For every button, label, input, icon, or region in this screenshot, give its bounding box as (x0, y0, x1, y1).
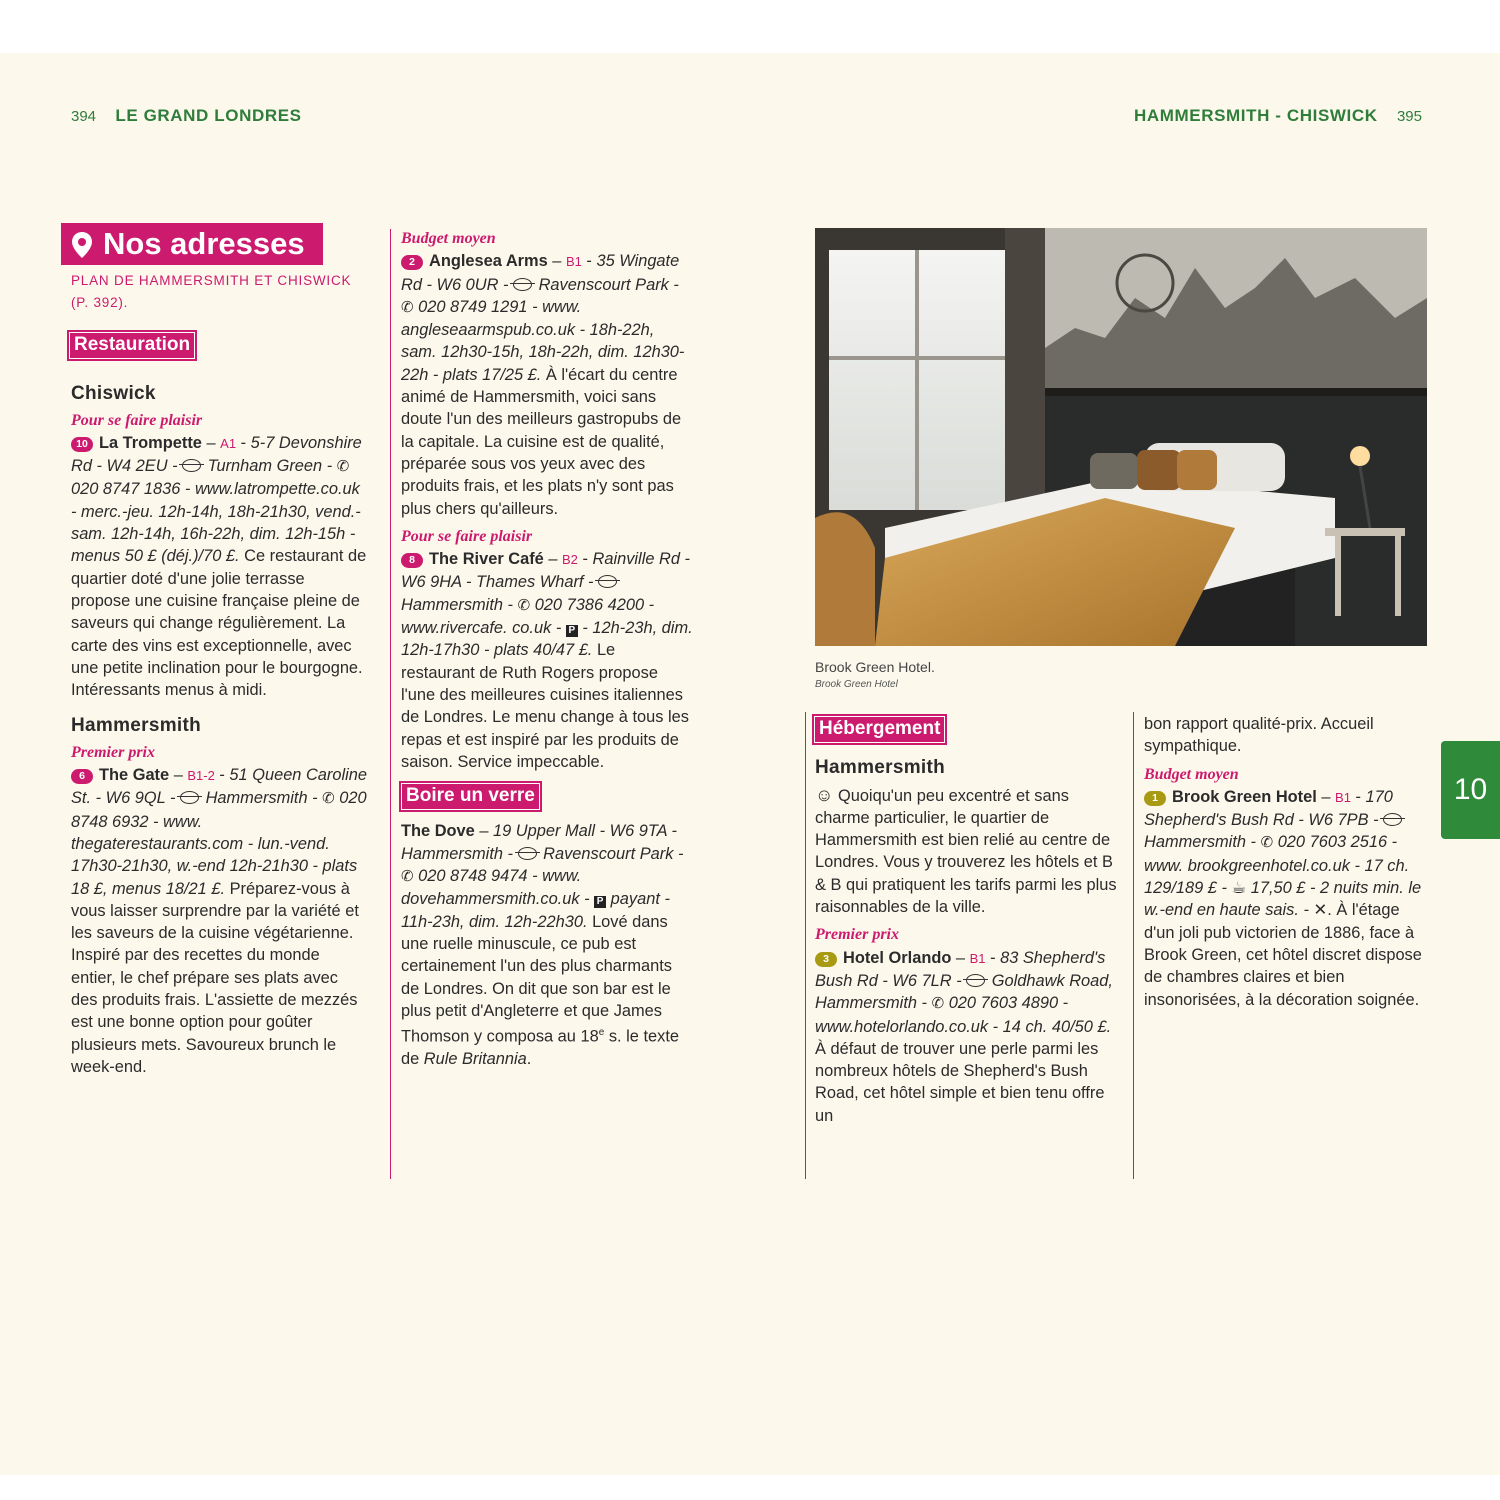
separator: - (214, 766, 230, 785)
budget-label: Pour se faire plaisir (71, 411, 203, 429)
separator: - (581, 252, 597, 271)
address: 19 Upper Mall - W6 9TA - Hammersmith - (401, 822, 678, 863)
dash: – (547, 252, 566, 271)
phone-icon: ✆ (401, 868, 414, 886)
map-pin-icon (71, 231, 93, 259)
description: Ce restaurant de quartier doté d'une jolie terrasse propose une cuisine française pleine de saveurs qui change régulièrement. La carte des vins est exceptionnelle, avec une petite inclination pour le bourgogne. Intéressants menus à midi. (71, 547, 367, 700)
plan-reference (71, 270, 351, 314)
grid-ref: B1 (969, 950, 986, 966)
phone-icon: ✆ (336, 458, 350, 476)
grid-ref: B1-2 (187, 768, 215, 784)
description: À l'étage d'un joli pub victorien de 1886, face à Brook Green, cet hôtel discret dispose de chambres claires et bien insonorisées, à la décoration soignée. (1144, 901, 1422, 1009)
opening-hours: - 12h-23h, dim. 12h-17h30 - plats 40/47 £. (401, 619, 693, 660)
place-name: Hotel Orlando (843, 948, 952, 967)
separator: - (577, 550, 593, 569)
column-divider (1133, 712, 1134, 1179)
restaurant-icon: ✕ (1313, 901, 1328, 920)
place-name: The Gate (99, 766, 170, 785)
right-page-number: 395 (1396, 108, 1422, 125)
budget-label: Premier prix (71, 743, 155, 761)
underground-icon (513, 278, 532, 291)
tube-station: Goldhawk Road, Hammersmith - (815, 971, 1113, 1013)
grid-ref: A1 (220, 435, 237, 451)
dash: – (1316, 787, 1336, 806)
separator: - (985, 948, 1001, 967)
budget-label: Budget moyen (1144, 765, 1239, 783)
smiley-icon: ☺ (815, 784, 834, 805)
left-running-head (71, 106, 302, 126)
address: 83 Shepherd's Bush Rd - W6 7LR - (815, 948, 1106, 990)
tube-station: Hammersmith - (205, 789, 323, 808)
underground-icon (966, 974, 985, 987)
address: Rainville Rd - W6 9HA - Thames Wharf - (401, 550, 690, 592)
map-number-badge: 2 (401, 255, 423, 270)
intro-text: Quoiqu'un peu excentré et sans charme particulier, le quartier de Hammersmith est bien relié au centre de Londres. Vous y trouverez les hôtels et B & B qui pratiquent les tarifs parmi les plus raisonnables de la ville. (815, 786, 1117, 917)
contact-details: 020 7603 2516 - www. brookgreenhotel.co.uk - 17 ch. 129/189 £ - (1144, 833, 1410, 898)
photo-caption: Brook Green Hotel. (815, 659, 935, 675)
phone-icon: ✆ (322, 790, 335, 808)
map-number-badge: 1 (1144, 791, 1166, 806)
zone-hammersmith: Hammersmith (815, 757, 946, 779)
phone-icon: ✆ (1260, 834, 1274, 852)
tube-station: Turnham Green - (207, 457, 337, 476)
contact-details: 020 7386 4200 - www.rivercafe. co.uk - (401, 595, 655, 638)
address: 5-7 Devonshire Rd - W4 2EU - (71, 433, 362, 476)
phone-icon: ✆ (401, 298, 414, 316)
map-number-badge: 3 (815, 952, 837, 967)
budget-label: Pour se faire plaisir (401, 527, 533, 545)
description: Lové dans une ruelle minuscule, ce pub est certainement l'un des plus charmants de Londres. On dit que son bar est le plus petit d'Angleterre et que James Thomson y composa au 18 (401, 912, 672, 1046)
breakfast-icon: ☕ (1231, 879, 1247, 898)
address: 170 Shepherd's Bush Rd - W6 7PB - (1144, 787, 1393, 830)
place-name: The River Café (429, 550, 544, 569)
period: . (1327, 901, 1332, 920)
tube-station: Ravenscourt Park - (538, 275, 679, 294)
description: À défaut de trouver une perle parmi les nombreux hôtels de Shepherd's Bush Road, cet hôtel simple et bien tenu offre un (815, 1039, 1105, 1125)
place-name: Anglesea Arms (429, 252, 548, 271)
section-hebergement: Hébergement (814, 716, 945, 743)
description: Le restaurant de Ruth Rogers propose l'une des meilleures cuisines italiennes de Londres. Le menu change à tous les repas et est inspiré par les produits de saison. Service impeccable. (401, 641, 689, 771)
description: À l'écart du centre animé de Hammersmith, voici sans doute l'un des meilleurs gastropubs de la capitale. La cuisine est de qualité, préparée sous vos yeux avec des produits frais, et les plats n'y sont pas plus chers qu'ailleurs. (401, 365, 682, 518)
dash: – (474, 822, 494, 841)
grid-ref: B1 (565, 254, 582, 270)
listing-hotel-orlando (815, 947, 1117, 1127)
grid-ref: B2 (562, 552, 578, 568)
address: 51 Queen Caroline St. - W6 9QL - (71, 766, 368, 808)
underground-icon (598, 575, 617, 588)
left-page-number: 394 (71, 108, 97, 125)
listing-la-trompette (71, 432, 367, 702)
zone-chiswick: Chiswick (71, 383, 156, 405)
plan-reference-line1: PLAN DE HAMMERSMITH ET CHISWICK (71, 273, 352, 288)
underground-icon (182, 459, 201, 472)
column-restauration (67, 328, 367, 1078)
grid-ref: B1 (1335, 789, 1351, 805)
column-hebergement (812, 712, 1117, 1127)
separator: - (236, 433, 251, 452)
hotel-room-photo (815, 228, 1427, 646)
right-running-head (1134, 106, 1422, 126)
plan-reference-line2: (P. 392). (71, 295, 129, 310)
column-divider (805, 712, 806, 1179)
zone-intro (815, 784, 1117, 919)
column-restauration-cont (401, 226, 693, 1070)
listing-brook-green-hotel (1144, 786, 1426, 1011)
underground-icon (1383, 813, 1402, 826)
contact-details: 020 8748 6932 - www. thegaterestaurants.com - lun.-vend. 17h30-21h30, w.-end 12h-21h30 - plats 18 £, menus 18/21 £. (71, 789, 367, 898)
column-hebergement-cont (1144, 713, 1426, 1011)
nos-adresses-title: Nos adresses (103, 226, 305, 261)
nos-adresses-banner (61, 223, 323, 265)
song-title: Rule Britannia (423, 1049, 527, 1068)
parking-icon: P (594, 896, 606, 908)
section-restauration: Restauration (69, 332, 195, 359)
right-chapter-title: HAMMERSMITH - CHISWICK (1134, 106, 1378, 125)
map-number-badge: 8 (401, 553, 423, 568)
underground-icon (180, 791, 199, 804)
map-number-badge: 10 (71, 437, 93, 452)
place-name: The Dove (401, 822, 475, 841)
listing-the-dove (401, 820, 693, 1070)
photo-credit: Brook Green Hotel (815, 679, 898, 690)
section-boire-un-verre: Boire un verre (401, 783, 540, 810)
tube-station: Hammersmith - (1144, 833, 1261, 852)
contact-details: 020 8748 9474 - www. dovehammersmith.co.uk - (401, 867, 595, 909)
left-chapter-title: LE GRAND LONDRES (115, 106, 302, 125)
address: 35 Wingate Rd - W6 0UR - (401, 252, 680, 294)
separator: - (1350, 787, 1366, 806)
listing-river-cafe (401, 548, 693, 773)
place-name: La Trompette (99, 433, 202, 452)
period: . (526, 1049, 532, 1068)
map-number-badge: 6 (71, 769, 93, 784)
contact-details: 020 8747 1836 - www.latrompette.co.uk - merc.-jeu. 12h-14h, 18h-21h30, vend.-sam. 12h-14h, 16h-22h, dim. 12h-15h - menus 50 £ (déj.)/70 £. (71, 480, 361, 566)
tube-station: Hammersmith - (401, 595, 518, 614)
dash: – (543, 550, 563, 569)
opening-hours: payant - 11h-23h, dim. 12h-22h30. (401, 890, 670, 931)
breakfast-price: 17,50 £ - 2 nuits min. le w.-end en haute sais. - (1144, 879, 1422, 920)
contact-details: 020 7603 4890 - www.hotelorlando.co.uk - 14 ch. 40/50 £. (815, 994, 1112, 1036)
budget-label: Budget moyen (401, 230, 496, 247)
phone-icon: ✆ (931, 995, 945, 1013)
description: Préparez-vous à vous laisser surprendre par la variété et les saveurs de la cuisine végétarienne. Inspiré par des recettes du monde entier, le chef prépare ses plats avec des produits frais. L'assiette de mezzés est une bonne option pour goûter plusieurs mets. Savoureux brunch le week-end. (71, 879, 359, 1076)
zone-hammersmith: Hammersmith (71, 715, 202, 737)
description-cont: s. le texte de (401, 1027, 679, 1068)
budget-label: Premier prix (815, 926, 899, 944)
superscript: e (598, 1027, 605, 1039)
listing-anglesea-arms (401, 250, 693, 520)
phone-icon: ✆ (517, 596, 531, 614)
tube-station: Ravenscourt Park - (543, 844, 684, 863)
dash: – (201, 433, 221, 452)
contact-details: 020 8749 1291 - www. angleseaarmspub.co.uk - 18h-22h, sam. 12h30-15h, 18h-22h, dim. 12h30-22h - plats 17/25 £. (401, 297, 685, 384)
underground-icon (518, 847, 537, 860)
parking-icon: P (566, 625, 578, 637)
dash: – (169, 766, 188, 785)
column-divider (390, 229, 391, 1179)
bedroom-illustration (815, 228, 1427, 646)
continued-text: bon rapport qualité-prix. Accueil sympathique. (1144, 715, 1374, 756)
listing-the-gate (71, 764, 367, 1078)
dash: – (951, 948, 970, 967)
place-name: Brook Green Hotel (1172, 787, 1317, 806)
chapter-tab: 10 (1441, 741, 1500, 839)
